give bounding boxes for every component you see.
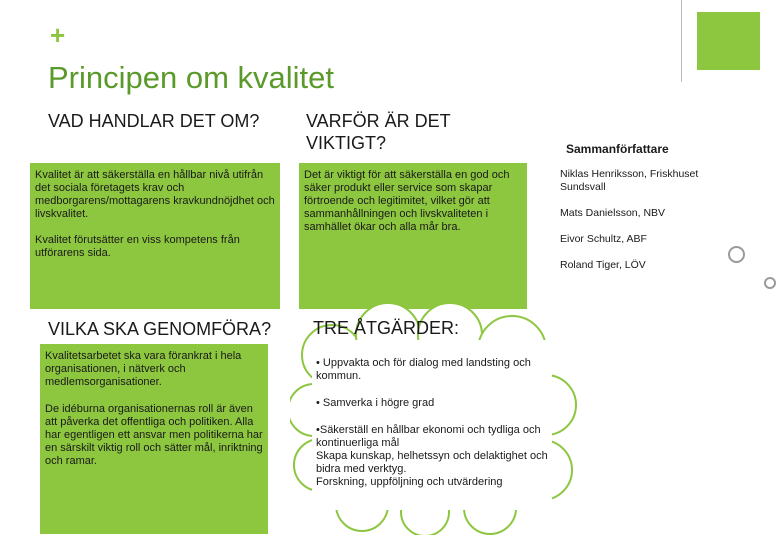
author-item: Niklas Henriksson, Friskhuset Sundsvall bbox=[560, 168, 699, 193]
action-item: Skapa kunskap, helhetssyn och delaktighet och bidra med verktyg. bbox=[316, 450, 548, 475]
author-item: Eivor Schultz, ABF bbox=[560, 233, 647, 245]
slide-title: Principen om kvalitet bbox=[48, 60, 335, 95]
accent-square bbox=[697, 12, 760, 70]
circle-icon-small bbox=[764, 277, 776, 289]
heading-who: VILKA SKA GENOMFÖRA? bbox=[48, 319, 272, 339]
actions-list bbox=[316, 357, 552, 489]
circle-icon bbox=[728, 246, 745, 263]
action-item: Forskning, uppföljning och utvärdering bbox=[316, 476, 503, 488]
heading-what: VAD HANDLAR DET OM? bbox=[48, 111, 260, 131]
why-box bbox=[299, 163, 527, 309]
why-paragraph: Det är viktigt för att säkerställa en god och säker produkt eller service som skapar förtroende och legitimitet, vilket gör att sammanhållningen och livskvaliteten i samhället ökar och alla mår bra. bbox=[304, 169, 510, 233]
who-box bbox=[40, 344, 268, 534]
author-item: Roland Tiger, LÖV bbox=[560, 259, 646, 271]
who-paragraph-1: Kvalitetsarbetet ska vara förankrat i hela organisationen, i nätverk och medlemsorganisationer. bbox=[45, 350, 242, 388]
heading-actions: TRE ÅTGÄRDER: bbox=[313, 318, 460, 338]
action-item: • Uppvakta och för dialog med landsting och kommun. bbox=[316, 357, 531, 382]
who-paragraph-2: De idéburna organisationernas roll är även att påverka det offentliga och politiken. Alla har egentligen ett ansvar men politikerna har en särskilt viktig roll och sätter mål, inriktning och ramar. bbox=[45, 403, 263, 467]
action-item: •Säkerställ en hållbar ekonomi och tydliga och kontinuerliga mål bbox=[316, 424, 541, 449]
authors-list bbox=[560, 168, 730, 285]
authors-title: Sammanförfattare bbox=[566, 142, 669, 156]
action-item: • Samverka i högre grad bbox=[316, 397, 435, 409]
what-box bbox=[30, 163, 280, 309]
divider-line bbox=[681, 0, 682, 82]
author-item: Mats Danielsson, NBV bbox=[560, 207, 666, 219]
heading-why: VARFÖR ÄR DET VIKTIGT? bbox=[306, 111, 451, 153]
what-paragraph-1: Kvalitet är att säkerställa en hållbar nivå utifrån det sociala företagets krav och medborgarens/mottagarens kravkundnöjdhet och livskvalitet. bbox=[35, 169, 275, 220]
what-paragraph-2: Kvalitet förutsätter en viss kompetens från utförarens sida. bbox=[35, 234, 240, 259]
plus-icon: + bbox=[50, 20, 66, 50]
